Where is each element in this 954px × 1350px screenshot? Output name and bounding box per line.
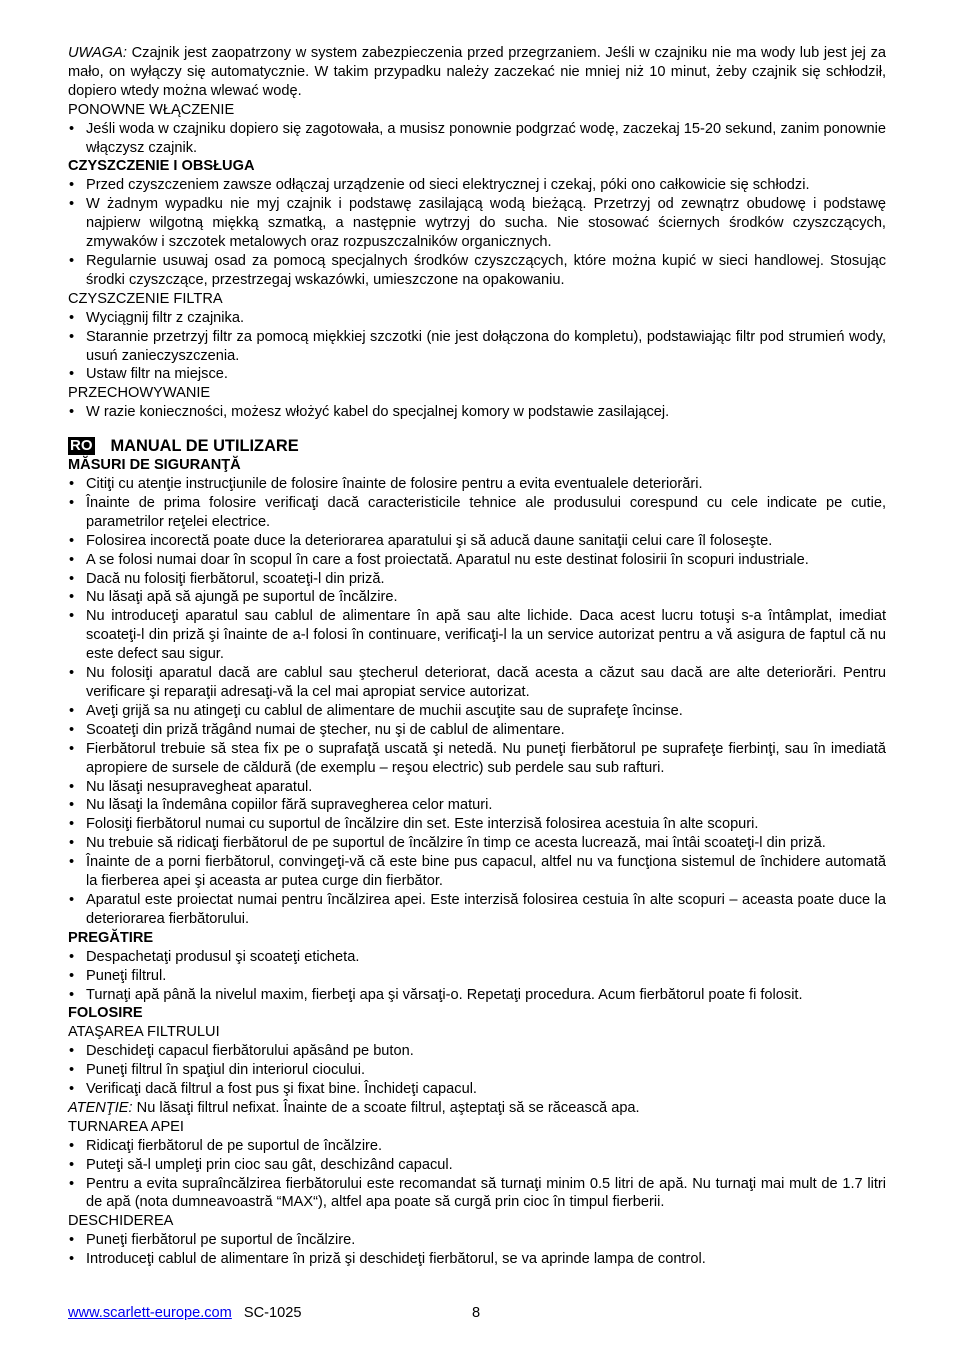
masuri-list	[68, 475, 886, 929]
list-item: • Wyciągnij filtr z czajnika.	[68, 309, 886, 328]
atentie-paragraph	[68, 1099, 886, 1118]
deschiderea-list	[68, 1231, 886, 1269]
folosire-title: FOLOSIRE	[68, 1005, 143, 1022]
uwaga-label: UWAGA:	[68, 45, 127, 61]
atentie-label: ATENŢIE:	[68, 1099, 133, 1116]
masuri-title: MĂSURI DE SIGURANŢĂ	[68, 457, 241, 474]
przechowywanie-list	[68, 403, 886, 422]
list-item: • Folosirea incorectă poate duce la deteriorarea aparatului şi să aducă daune sanitaţii celui care îl foloseşte.	[68, 532, 886, 551]
list-item: • Verificaţi dacă filtrul a fost pus şi fixat bine. Închideţi capacul.	[68, 1080, 886, 1099]
list-item: • Despachetaţi produsul şi scoateţi eticheta.	[68, 948, 886, 967]
list-item: • Citiţi cu atenţie instrucţiunile de folosire înainte de folosire pentru a evita eventualele deteriorări.	[68, 475, 886, 494]
ro-section-heading	[68, 436, 886, 456]
list-item: • Puneţi filtrul.	[68, 967, 886, 986]
list-item: • Jeśli woda w czajniku dopiero się zagotowała, a musisz ponownie podgrzać wodę, zaczekaj 15-20 sekund, zanim ponownie włączysz czajnik.	[68, 120, 886, 158]
filtr-list	[68, 309, 886, 385]
pregatire-title: PREGĂTIRE	[68, 929, 154, 946]
turnarea-list	[68, 1137, 886, 1213]
atasarea-title: ATAŞAREA FILTRULUI	[68, 1024, 220, 1041]
list-item: • Puteţi să-l umpleţi prin cioc sau gât, deschizând capacul.	[68, 1156, 886, 1175]
czyszczenie-list	[68, 176, 886, 289]
list-item: • Nu lăsaţi apă să ajungă pe suportul de încălzire.	[68, 588, 886, 607]
przechowywanie-title: PRZECHOWYWANIE	[68, 385, 211, 402]
list-item: • Nu introduceţi aparatul sau cablul de alimentare în apă sau alte lichide. Daca acest lucru totuşi s-a întâmplat, imediat scoateţi-l din priză şi înainte de a-l folosi în continuare, verificaţi-l la un service autorizat pentru a vă asigura de faptul că nu este defect sau sigur.	[68, 607, 886, 664]
filtr-title: CZYSZCZENIE FILTRA	[68, 290, 223, 307]
czyszczenie-title: CZYSZCZENIE I OBSŁUGA	[68, 158, 255, 175]
list-item: • Nu trebuie să ridicaţi fierbătorul de pe suportul de încălzire în timp ce acesta lucrează, mai întâi scoateţi-l din priză.	[68, 834, 886, 853]
document-page	[68, 44, 886, 1269]
list-item: • Puneţi filtrul în spaţiul din interiorul ciocului.	[68, 1061, 886, 1080]
pregatire-list	[68, 948, 886, 1005]
uwaga-paragraph	[68, 44, 886, 101]
list-item: • Przed czyszczeniem zawsze odłączaj urządzenie od sieci elektrycznej i czekaj, póki ono całkowicie się schłodzi.	[68, 176, 886, 195]
ro-section-title: MANUAL DE UTILIZARE	[110, 437, 299, 456]
list-item: • Turnaţi apă până la nivelul maxim, fierbeţi apa şi vărsaţi-o. Repetaţi procedura. Acum fierbătorul poate fi folosit.	[68, 986, 886, 1005]
list-item: • Ridicaţi fierbătorul de pe suportul de încălzire.	[68, 1137, 886, 1156]
website-link[interactable]: www.scarlett-europe.com	[68, 1305, 232, 1321]
list-item: • W razie konieczności, możesz włożyć kabel do specjalnej komory w podstawie zasilającej.	[68, 403, 886, 422]
uwaga-text: Czajnik jest zaopatrzony w system zabezpieczenia przed przegrzaniem. Jeśli w czajniku nie ma wody lub jest jej za mało, on wyłączy się automatycznie. W takim przypadku należy zaczekać nie mniej niż 10 minut, żeby czajnik się schłodził, dopiero wtedy można wlewać wodę.	[68, 45, 886, 99]
page-number: 8	[472, 1305, 481, 1321]
list-item: • Dacă nu folosiţi fierbătorul, scoateţi-l din priză.	[68, 570, 886, 589]
list-item: • Pentru a evita supraîncălzirea fierbătorului este recomandat să turnaţi minim 0.5 litri de apă. Nu turnaţi mai mult de 1.7 litri de apă (nota dumneavoastră “MAX“), altfel apa poate să curgă prin cioc în timpul fierberii.	[68, 1175, 886, 1213]
list-item: • Regularnie usuwaj osad za pomocą specjalnych środków czyszczących, które można kupić w sieci handlowej. Stosując środki czyszczące, przestrzegaj wskazówki, umieszczone na opakowaniu.	[68, 252, 886, 290]
list-item: • Introduceţi cablul de alimentare în priză şi deschideţi fierbătorul, se va aprinde lampa de control.	[68, 1250, 886, 1269]
model-number: SC-1025	[243, 1305, 302, 1321]
list-item: • Nu folosiţi aparatul dacă are cablul sau ştecherul deteriorat, dacă acesta a căzut sau dacă are alte deteriorări. Pentru verificare şi reparaţii adresaţi-vă la cel mai apropiat service autorizat.	[68, 664, 886, 702]
list-item: • Nu lăsaţi nesupravegheat aparatul.	[68, 778, 886, 797]
list-item: • Starannie przetrzyj filtr za pomocą miękkiej szczotki (nie jest dołączona do kompletu), podstawiając filtr pod strumień wody, usuń zanieczyszczenia.	[68, 328, 886, 366]
ponowne-title: PONOWNE WŁĄCZENIE	[68, 101, 235, 118]
list-item: • Înainte de a porni fierbătorul, convingeţi-vă că este bine pus capacul, altfel nu va funcţiona sistemul de închidere automată la fierberea apei şi aceasta ar putea curge din fierbător.	[68, 853, 886, 891]
list-item: • Deschideţi capacul fierbătorului apăsând pe buton.	[68, 1042, 886, 1061]
deschiderea-title: DESCHIDEREA	[68, 1213, 174, 1230]
atasarea-list	[68, 1042, 886, 1099]
list-item: • A se folosi numai doar în scopul în care a fost proiectată. Aparatul nu este destinat folosirii în scopuri industriale.	[68, 551, 886, 570]
list-item: • Înainte de prima folosire verificaţi dacă caracteristicile tehnice ale produsului corespund cu cele indicate pe cutie, parametrilor reţelei electrice.	[68, 494, 886, 532]
list-item: • Fierbătorul trebuie să stea fix pe o suprafaţă uscată şi netedă. Nu puneţi fierbătorul pe suprafeţe fierbinţi, sau în imediată apropiere de sursele de căldură (de exemplu – reşou electric) sub perdele sau sub rafturi.	[68, 740, 886, 778]
list-item: • W żadnym wypadku nie myj czajnik i podstawę zasilającą wodą bieżącą. Przetrzyj od zewnątrz obudowę i podstawę najpierw wilgotną miękką szmatką, a następnie wytrzyj do sucha. Nie stosować ściernych środków czyszczących, zmywaków i szczotek metalowych oraz rozpuszczalników organicznych.	[68, 195, 886, 252]
list-item: • Aveţi grijă sa nu atingeţi cu cablul de alimentare de muchii ascuţite sau de suprafeţe încinse.	[68, 702, 886, 721]
language-badge: RO	[70, 437, 93, 455]
list-item: • Ustaw filtr na miejsce.	[68, 365, 886, 384]
list-item: • Nu lăsaţi la îndemâna copiilor fără supravegherea celor maturi.	[68, 796, 886, 815]
page-footer	[68, 1304, 886, 1322]
list-item: • Folosiţi fierbătorul numai cu suportul de încălzire din set. Este interzisă folosirea acestuia în alte scopuri.	[68, 815, 886, 834]
atentie-text: Nu lăsaţi filtrul nefixat. Înainte de a scoate filtrul, aşteptaţi să se răcească apa.	[132, 1099, 640, 1116]
list-item: • Puneţi fierbătorul pe suportul de încălzire.	[68, 1231, 886, 1250]
list-item: • Aparatul este proiectat numai pentru încălzirea apei. Este interzisă folosirea cestuia în alte scopuri – aceasta poate duce la deteriorarea fierbătorului.	[68, 891, 886, 929]
turnarea-title: TURNAREA APEI	[68, 1118, 184, 1135]
ponowne-list	[68, 120, 886, 158]
list-item: • Scoateţi din priză trăgând numai de ştecher, nu şi de cablul de alimentare.	[68, 721, 886, 740]
